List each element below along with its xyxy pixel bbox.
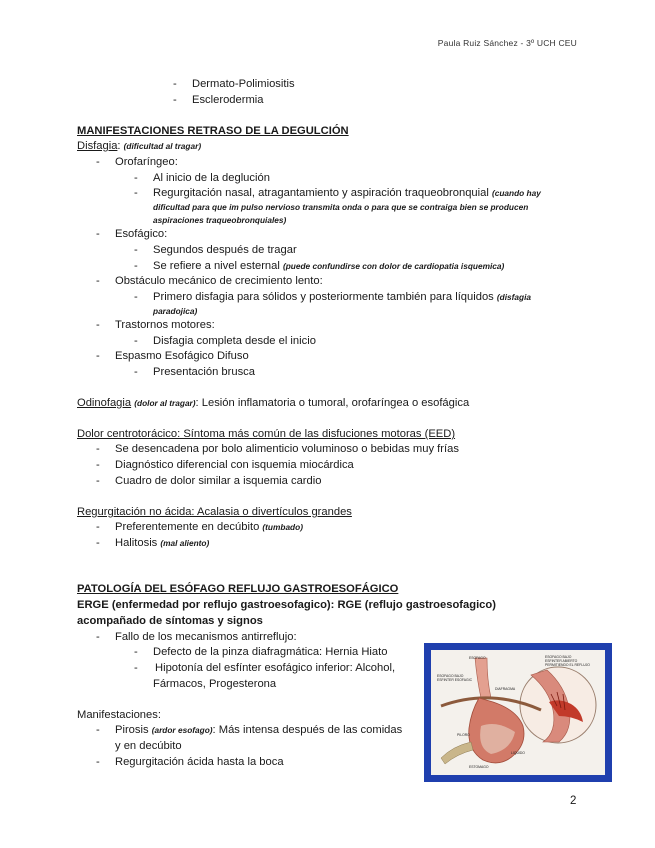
erge-definition-cont: acompañado de síntomas y signos bbox=[77, 615, 263, 627]
list-item bbox=[115, 536, 209, 550]
note: (tumbado) bbox=[262, 522, 303, 532]
item-text: Pirosis bbox=[115, 724, 149, 736]
note-continuation: dificultad para que im pulso nervioso transmita onda o para que se contraiga bien se producen bbox=[153, 202, 529, 212]
label-esf-bajo: ESFINTER ESOFAGIC bbox=[437, 678, 473, 682]
list-item bbox=[153, 290, 531, 304]
list-item: Defecto de la pinza diafragmática: Hernia Hiato bbox=[153, 646, 388, 658]
dash-bullet: - bbox=[96, 275, 100, 287]
list-item: Obstáculo mecánico de crecimiento lento: bbox=[115, 275, 323, 287]
label-esf-abierto: ESFINTER ABIERTO bbox=[545, 659, 578, 663]
list-item bbox=[115, 520, 303, 534]
dash-bullet: - bbox=[96, 228, 100, 240]
label-esf-abierto: ESOFAGO BAJO bbox=[545, 655, 572, 659]
subsection-heading: Regurgitación no ácida: Acalasia o divertículos grandes bbox=[77, 506, 352, 518]
dash-bullet: - bbox=[96, 156, 100, 168]
list-item bbox=[115, 723, 402, 737]
dash-bullet: - bbox=[134, 662, 138, 674]
list-item: Esclerodermia bbox=[192, 94, 264, 106]
list-item: Regurgitación ácida hasta la boca bbox=[115, 756, 284, 768]
list-item: Segundos después de tragar bbox=[153, 244, 297, 256]
dash-bullet: - bbox=[96, 475, 100, 487]
esophagus bbox=[475, 658, 491, 698]
page-number: 2 bbox=[570, 795, 577, 807]
dash-bullet: - bbox=[134, 187, 138, 199]
dash-bullet: - bbox=[173, 94, 177, 106]
list-item bbox=[153, 259, 504, 273]
item-text: Halitosis bbox=[115, 537, 158, 549]
item-text: Primero disfagia para sólidos y posteriormente también para líquidos bbox=[153, 291, 494, 303]
list-item: Cuadro de dolor similar a isquemia cardio bbox=[115, 475, 322, 487]
section-heading: MANIFESTACIONES RETRASO DE LA DEGULCIÓN bbox=[77, 125, 349, 137]
term: Odinofagia bbox=[77, 397, 132, 409]
list-item-cont: y en decúbito bbox=[115, 740, 182, 752]
dash-bullet: - bbox=[173, 78, 177, 90]
term: Disfagia bbox=[77, 140, 118, 152]
note: (dificultad al tragar) bbox=[123, 141, 202, 151]
definition: : Lesión inflamatoria o tumoral, orofaríngea o esofágica bbox=[195, 397, 470, 409]
item-text: Se refiere a nivel esternal bbox=[153, 260, 280, 272]
note: (cuando hay bbox=[491, 188, 541, 198]
list-item: Espasmo Esofágico Difuso bbox=[115, 350, 249, 362]
dash-bullet: - bbox=[96, 631, 100, 643]
item-text-cont: : Más intensa después de las comidas bbox=[212, 724, 403, 736]
subsection-heading: Dolor centrotorácico: Síntoma más común de las disfuciones motoras (EED) bbox=[77, 428, 456, 440]
dash-bullet: - bbox=[96, 537, 100, 549]
item-text: Regurgitación nasal, atragantamiento y aspiración traqueobronquial bbox=[153, 187, 489, 199]
odinofagia-line bbox=[77, 396, 469, 410]
list-item bbox=[153, 186, 541, 200]
disfagia-line: Disfagia: (dificultad al tragar) bbox=[77, 140, 202, 152]
list-item: Se desencadena por bolo alimenticio voluminoso o bebidas muy frías bbox=[115, 443, 459, 455]
dash-bullet: - bbox=[96, 319, 100, 331]
label-esofago: ESOFAGO bbox=[469, 656, 486, 660]
manifestaciones-label: Manifestaciones: bbox=[77, 709, 161, 721]
list-item: Presentación brusca bbox=[153, 366, 255, 378]
dash-bullet: - bbox=[134, 335, 138, 347]
dash-bullet: - bbox=[134, 172, 138, 184]
note-continuation: aspiraciones traqueobronquiales) bbox=[153, 215, 287, 225]
dash-bullet: - bbox=[134, 291, 138, 303]
dash-bullet: - bbox=[96, 756, 100, 768]
list-item: Dermato-Polimiositis bbox=[192, 78, 295, 90]
pylorus bbox=[441, 742, 473, 764]
dash-bullet: - bbox=[134, 260, 138, 272]
list-item: Hipotonía del esfínter esofágico inferior: Alcohol, bbox=[155, 662, 396, 674]
dash-bullet: - bbox=[96, 459, 100, 471]
reflux-diagram bbox=[431, 650, 605, 775]
label-piloro: PILORO bbox=[457, 733, 470, 737]
item-text: Preferentemente en decúbito bbox=[115, 521, 260, 533]
label-estomago: ESTOMAGO bbox=[469, 765, 489, 769]
note: (mal aliento) bbox=[160, 538, 210, 548]
note-continuation: paradojica) bbox=[153, 306, 198, 316]
dash-bullet: - bbox=[134, 646, 138, 658]
dash-bullet: - bbox=[134, 366, 138, 378]
label-diafragma: DIAFRAGMA bbox=[495, 687, 516, 691]
note: (ardor esofago) bbox=[151, 725, 213, 735]
list-item: Esofágico: bbox=[115, 228, 168, 240]
note: (dolor al tragar) bbox=[134, 398, 196, 408]
list-item: Trastornos motores: bbox=[115, 319, 215, 331]
erge-definition: ERGE (enfermedad por reflujo gastroesofagico): RGE (reflujo gastroesofagico) bbox=[77, 599, 496, 611]
note: (disfagia bbox=[496, 292, 532, 302]
label-esf-bajo: ESOFAGO BAJO bbox=[437, 674, 464, 678]
dash-bullet: - bbox=[96, 724, 100, 736]
reflux-diagram-figure bbox=[424, 643, 612, 782]
dash-bullet: - bbox=[96, 350, 100, 362]
list-item: Diagnóstico diferencial con isquemia miocárdica bbox=[115, 459, 354, 471]
dash-bullet: - bbox=[96, 521, 100, 533]
label-liquido: LIQUIDO bbox=[511, 751, 525, 755]
page-header: Paula Ruiz Sánchez - 3º UCH CEU bbox=[437, 38, 577, 48]
dash-bullet: - bbox=[96, 443, 100, 455]
section-heading: PATOLOGÍA DEL ESÓFAGO REFLUJO GASTROESOFÁGICO bbox=[77, 583, 399, 595]
list-item: Fallo de los mecanismos antirreflujo: bbox=[115, 631, 297, 643]
list-item: Disfagia completa desde el inicio bbox=[153, 335, 316, 347]
list-item: Al inicio de la deglución bbox=[153, 172, 270, 184]
list-item-cont: Fármacos, Progesterona bbox=[153, 678, 277, 690]
list-item: Orofaríngeo: bbox=[115, 156, 178, 168]
note: (puede confundirse con dolor de cardiopatia isquemica) bbox=[282, 261, 505, 271]
label-esf-abierto: PERMITIENDO EL REFLUJO bbox=[545, 663, 590, 667]
dash-bullet: - bbox=[134, 244, 138, 256]
